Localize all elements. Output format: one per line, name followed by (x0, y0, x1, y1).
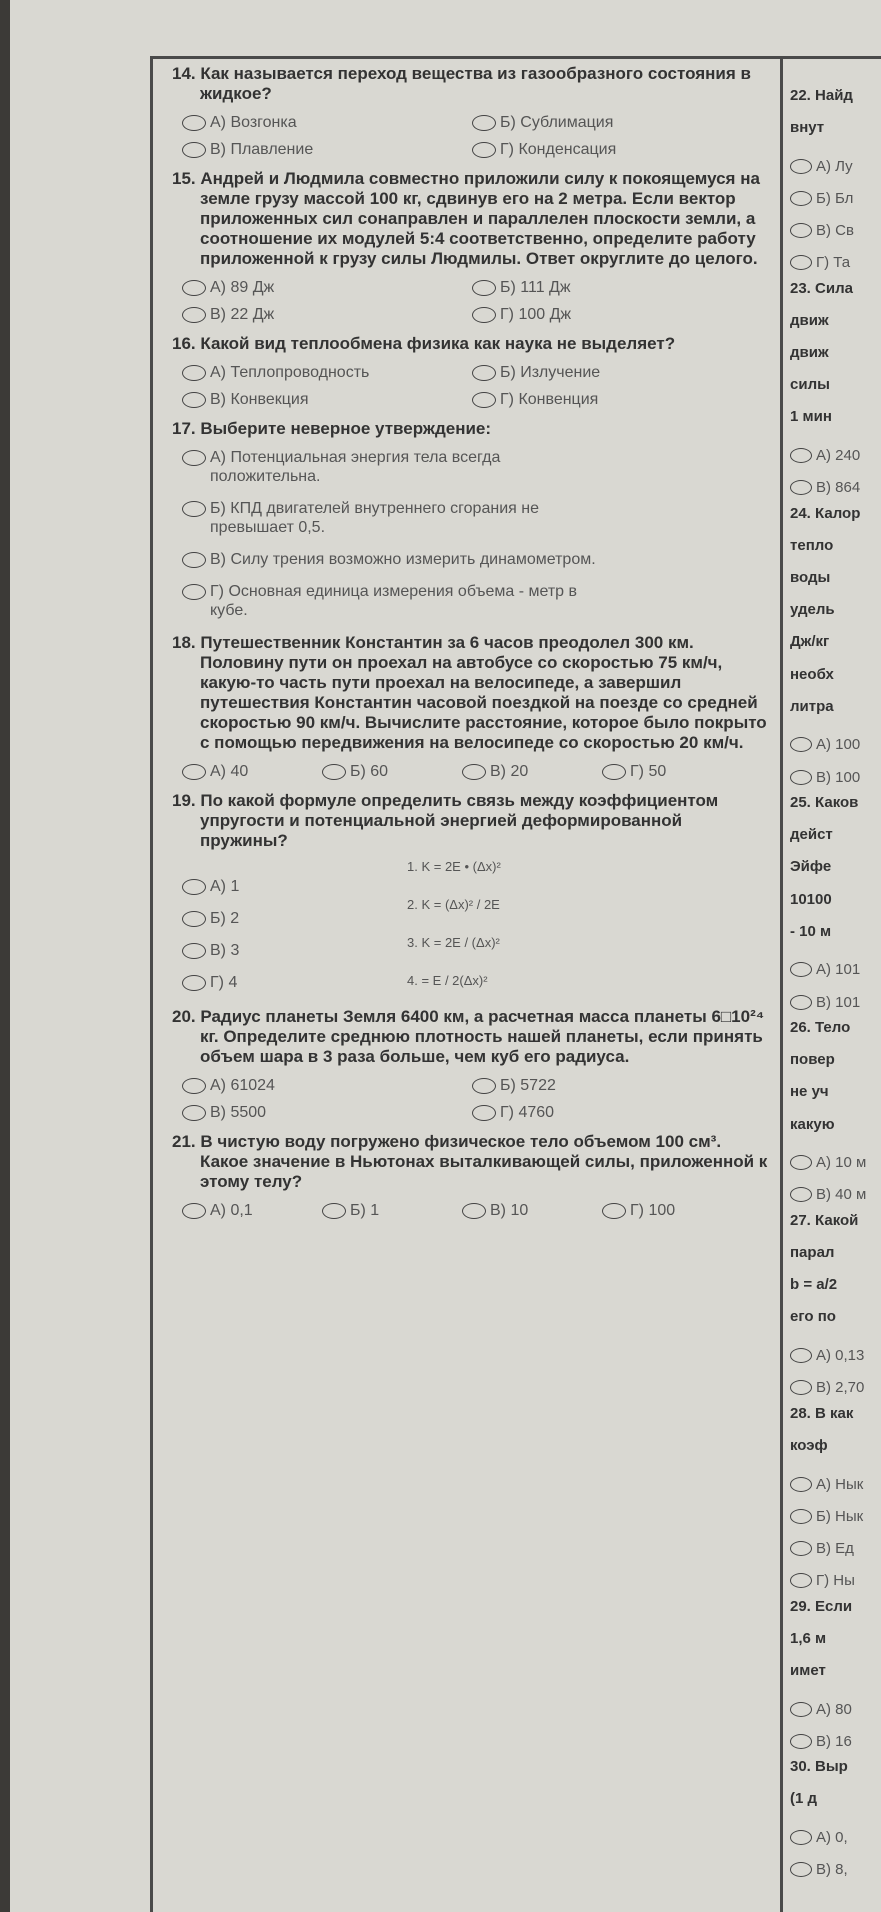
question-text: 18. Путешественник Константин за 6 часов преодолел 300 км. Половину пути он проехал на автобусе со скоростью 75 км/ч, какую-то часть пути проехал на велосипеде, а завершил путешествия Константин часовой поездкой на поезде со средней скоростью 90 км/ч. Вычислите расстояние, которое было покрыто с помощью передвижения на велосипеде со скоростью 20 км/ч. (172, 633, 767, 752)
right-column-option[interactable]: Б) Нык (790, 1500, 881, 1532)
right-column-option[interactable]: В) Св (790, 215, 881, 247)
right-column-option[interactable]: А) Нык (790, 1468, 881, 1500)
right-column-option[interactable]: Б) Бл (790, 182, 881, 214)
option[interactable]: В) 22 Дж (182, 305, 472, 324)
option[interactable]: В) Конвекция (182, 390, 472, 409)
right-column-option[interactable]: А) Лу (790, 150, 881, 182)
right-column-cut-off (790, 86, 881, 1886)
option[interactable]: Б) 2 (182, 909, 239, 928)
option[interactable]: Б) Сублимация (472, 113, 762, 132)
radio-icon[interactable] (790, 448, 812, 463)
radio-icon[interactable] (462, 764, 486, 780)
option[interactable]: А) 1 (182, 877, 239, 896)
option[interactable]: В) 10 (462, 1201, 584, 1220)
right-column-text: силы (790, 376, 830, 394)
radio-icon[interactable] (790, 1862, 812, 1877)
radio-icon[interactable] (602, 764, 626, 780)
radio-icon[interactable] (790, 1573, 812, 1588)
option[interactable]: А) 89 Дж (182, 278, 472, 297)
radio-icon[interactable] (790, 1541, 812, 1556)
right-column-text: внут (790, 119, 825, 137)
option[interactable]: В) Силу трения возможно измерить динамометром. (182, 550, 602, 569)
radio-icon[interactable] (790, 1509, 812, 1524)
right-column-option[interactable]: В) 100 (790, 761, 881, 793)
right-column-text: необх (790, 665, 834, 683)
right-column-option[interactable]: А) 80 (790, 1693, 881, 1725)
radio-icon[interactable] (790, 1348, 812, 1363)
radio-icon[interactable] (602, 1203, 626, 1219)
right-column-text: - 10 м (790, 922, 832, 940)
question-21 (172, 1132, 772, 1220)
radio-icon[interactable] (790, 1734, 812, 1749)
right-column-option[interactable]: В) 16 (790, 1725, 881, 1757)
right-column-text: 22. Найд (790, 87, 853, 104)
question-text: 21. В чистую воду погружено физическое тело объемом 100 см³. Какое значение в Ньютонах выталкивающей силы, приложенной к этому телу? (172, 1132, 768, 1191)
right-column-text: воды (790, 569, 831, 587)
option[interactable]: В) 20 (462, 762, 584, 781)
right-column-option[interactable]: В) Ед (790, 1532, 881, 1564)
right-column-text: его по (790, 1308, 836, 1326)
right-column-option[interactable]: В) 864 (790, 472, 881, 504)
radio-icon[interactable] (182, 142, 206, 158)
radio-icon[interactable] (790, 1702, 812, 1717)
right-column-text: 27. Какой (790, 1211, 859, 1229)
radio-icon[interactable] (182, 450, 206, 466)
right-column-option[interactable]: А) 0, (790, 1822, 881, 1854)
radio-icon[interactable] (182, 365, 206, 381)
option[interactable]: Г) 4 (182, 973, 239, 992)
question-15 (172, 169, 772, 324)
right-column-option[interactable]: А) 10 м (790, 1147, 881, 1179)
right-column-text: не уч (790, 1083, 829, 1101)
option[interactable]: А) Возгонка (182, 113, 472, 132)
radio-icon[interactable] (790, 159, 812, 174)
question-14 (172, 64, 772, 159)
question-16 (172, 334, 772, 409)
radio-icon[interactable] (182, 911, 206, 927)
radio-icon[interactable] (182, 501, 206, 517)
radio-icon[interactable] (790, 1187, 812, 1202)
right-column-text: какую (790, 1115, 835, 1133)
option[interactable]: Б) 111 Дж (472, 278, 762, 297)
radio-icon[interactable] (322, 764, 346, 780)
right-column-option[interactable]: В) 2,70 (790, 1372, 881, 1404)
question-text: 19. По какой формуле определить связь между коэффициентом упругости и потенциальной энергией деформированной пружины? (172, 791, 719, 850)
radio-icon[interactable] (472, 392, 496, 408)
radio-icon[interactable] (182, 115, 206, 131)
radio-icon[interactable] (182, 1105, 206, 1121)
question-17 (172, 419, 772, 620)
right-column-text: тепло (790, 536, 834, 554)
radio-icon[interactable] (790, 1830, 812, 1845)
right-column-text: b = a/2 (790, 1276, 838, 1294)
right-column-option[interactable]: Г) Ны (790, 1564, 881, 1596)
option[interactable]: Б) КПД двигателей внутреннего сгорания не превышает 0,5. (182, 499, 602, 537)
question-18 (172, 633, 772, 781)
question-19 (172, 791, 772, 997)
radio-icon[interactable] (472, 280, 496, 296)
radio-icon[interactable] (790, 223, 812, 238)
option[interactable]: А) Теплопроводность (182, 363, 472, 382)
right-column-text: удель (790, 601, 835, 619)
left-column (172, 64, 772, 1230)
right-column-text: литра (790, 697, 834, 715)
option[interactable]: Г) 4760 (472, 1103, 762, 1122)
radio-icon[interactable] (472, 115, 496, 131)
radio-icon[interactable] (182, 280, 206, 296)
right-column-text: коэф (790, 1436, 828, 1454)
question-text: 17. Выберите неверное утверждение: (172, 419, 492, 438)
radio-icon[interactable] (472, 1078, 496, 1094)
option[interactable]: Г) 100 Дж (472, 305, 762, 324)
right-column-option[interactable]: А) 240 (790, 440, 881, 472)
option[interactable]: Б) 60 (322, 762, 444, 781)
radio-icon[interactable] (790, 480, 812, 495)
radio-icon[interactable] (182, 879, 206, 895)
option[interactable]: Б) Излучение (472, 363, 762, 382)
radio-icon[interactable] (322, 1203, 346, 1219)
option[interactable]: В) Плавление (182, 140, 472, 159)
option[interactable]: А) Потенциальная энергия тела всегда положительна. (182, 448, 602, 486)
right-column-text: 30. Выр (790, 1758, 848, 1776)
right-column-text: 1,6 м (790, 1629, 827, 1647)
right-column-text: 1 мин (790, 408, 832, 426)
formula: 2. K = (Δx)² / 2E (407, 897, 500, 912)
option[interactable]: Г) Конвенция (472, 390, 762, 409)
right-column-text: 28. В как (790, 1404, 854, 1422)
radio-icon[interactable] (790, 770, 812, 785)
formula: 3. K = 2E / (Δx)² (407, 935, 500, 950)
option[interactable]: Б) 1 (322, 1201, 444, 1220)
right-column-text: (1 д (790, 1790, 818, 1808)
radio-icon[interactable] (472, 365, 496, 381)
radio-icon[interactable] (472, 142, 496, 158)
question-text: 15. Андрей и Людмила совместно приложили силу к покоящемуся на земле грузу массой 100 кг, сдвинув его на 2 метра. Если вектор приложенных сил сонаправлен и параллелен плоскости земли, а соотношение их модулей 5:4 соответственно, определите работу приложенной к грузу силы Людмилы. Ответ округлите до целого. (172, 169, 760, 268)
option[interactable]: А) 0,1 (182, 1201, 304, 1220)
radio-icon[interactable] (182, 975, 206, 991)
right-column-text: 29. Если (790, 1597, 853, 1615)
question-text: 20. Радиус планеты Земля 6400 км, а расчетная масса планеты 6□10²⁴ кг. Определите среднюю плотность нашей планеты, если принять объем шара в 3 раза больше, чем куб его радиуса. (172, 1007, 765, 1066)
option[interactable]: А) 40 (182, 762, 304, 781)
right-column-option[interactable]: В) 101 (790, 986, 881, 1018)
radio-icon[interactable] (790, 1380, 812, 1395)
radio-icon[interactable] (182, 584, 206, 600)
option[interactable]: Г) Конденсация (472, 140, 762, 159)
radio-icon[interactable] (182, 764, 206, 780)
right-column-text: 23. Сила (790, 279, 853, 297)
radio-icon[interactable] (472, 1105, 496, 1121)
right-column-text: 10100 (790, 890, 832, 908)
radio-icon[interactable] (462, 1203, 486, 1219)
formula-list (407, 859, 577, 1011)
option[interactable]: В) 3 (182, 941, 239, 960)
radio-icon[interactable] (182, 307, 206, 323)
right-column-text: Дж/кг (790, 633, 830, 651)
radio-icon[interactable] (790, 255, 812, 270)
option[interactable]: Г) 50 (602, 762, 724, 781)
right-column-text: Эйфе (790, 858, 832, 876)
question-text: 14. Как называется переход вещества из газообразного состояния в жидкое? (172, 64, 751, 103)
option[interactable]: Б) 5722 (472, 1076, 762, 1095)
radio-icon[interactable] (472, 307, 496, 323)
radio-icon[interactable] (790, 995, 812, 1010)
option[interactable]: А) 61024 (182, 1076, 472, 1095)
formula: 4. = E / 2(Δx)² (407, 973, 488, 988)
right-column-text: парал (790, 1244, 835, 1262)
right-column-text: дейст (790, 826, 833, 844)
right-column-option[interactable]: В) 8, (790, 1854, 881, 1886)
question-20 (172, 1007, 772, 1122)
column-divider (780, 56, 783, 1912)
radio-icon[interactable] (790, 1477, 812, 1492)
option[interactable]: В) 5500 (182, 1103, 472, 1122)
formula: 1. K = 2E • (Δx)² (407, 859, 501, 874)
right-column-option[interactable]: В) 40 м (790, 1179, 881, 1211)
right-column-text: движ (790, 311, 829, 329)
right-column-text: повер (790, 1051, 835, 1069)
radio-icon[interactable] (182, 1203, 206, 1219)
right-column-text: 24. Калор (790, 504, 861, 522)
radio-icon[interactable] (182, 943, 206, 959)
radio-icon[interactable] (182, 552, 206, 568)
radio-icon[interactable] (790, 737, 812, 752)
option[interactable]: Г) Основная единица измерения объема - метр в кубе. (182, 582, 602, 620)
radio-icon[interactable] (790, 1155, 812, 1170)
right-column-option[interactable]: А) 0,13 (790, 1339, 881, 1371)
radio-icon[interactable] (182, 1078, 206, 1094)
question-text: 16. Какой вид теплообмена физика как наука не выделяет? (172, 334, 676, 353)
radio-icon[interactable] (790, 962, 812, 977)
radio-icon[interactable] (182, 392, 206, 408)
radio-icon[interactable] (790, 191, 812, 206)
option[interactable]: Г) 100 (602, 1201, 724, 1220)
right-column-option[interactable]: А) 101 (790, 954, 881, 986)
right-column-text: имет (790, 1661, 826, 1679)
right-column-text: 26. Тело (790, 1019, 851, 1037)
right-column-option[interactable]: Г) Та (790, 247, 881, 279)
right-column-option[interactable]: А) 100 (790, 729, 881, 761)
right-column-text: движ (790, 344, 829, 362)
right-column-text: 25. Каков (790, 794, 859, 812)
